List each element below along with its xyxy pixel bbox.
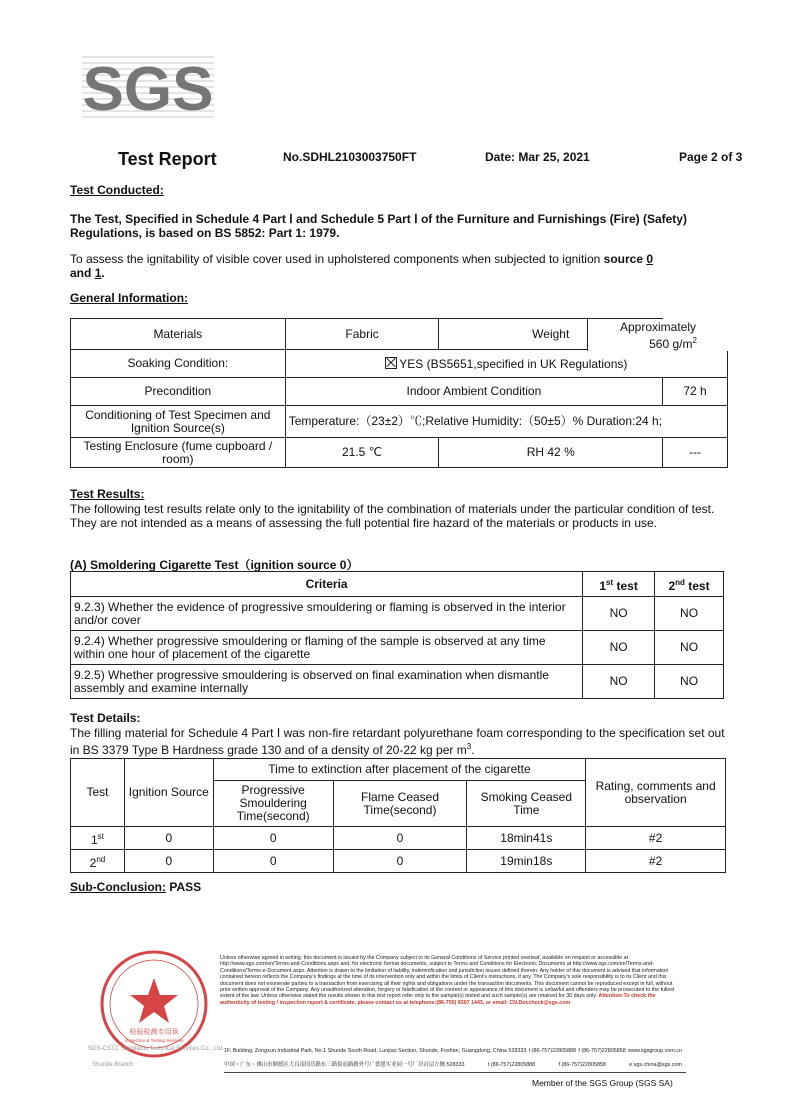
test2-header: 2nd test bbox=[655, 572, 724, 597]
soaking-value: YES (BS5651,specified in UK Regulations) bbox=[285, 350, 727, 378]
page-number: Page 2 of 3 bbox=[679, 150, 743, 164]
test-details-text: The filling material for Schedule 4 Part Ⅰ was non-fire retardant polyurethane foam corresponding to the specification set out in BS 3379 Type B Hardness grade 130 and of a density of 20-22 kg per $m^3$. bbox=[70, 726, 725, 757]
col-smoking: Smoking Ceased Time bbox=[467, 781, 586, 827]
company-seal bbox=[98, 948, 210, 1060]
col-progressive: Progressive Smouldering Time(second) bbox=[213, 781, 333, 827]
test-results-text: The following test results relate only to the ignitability of the combination of materials under the particular condition of test. They are not intended as a means of assessing the full potential fire hazard of the materials or products in use. bbox=[70, 502, 715, 530]
sgs-logo bbox=[78, 52, 218, 124]
test1-header: 1st test bbox=[583, 572, 655, 597]
soaking-label: Soaking Condition: bbox=[71, 350, 286, 378]
assess-text: To assess the ignitability of visible cover used in upholstered components when subjected to ignition source 0 and 1. bbox=[70, 252, 654, 280]
table-row: 9.2.4) Whether progressive smouldering or flaming of the sample is observed at any time within one hour of placement of the cigarette NO NO bbox=[71, 631, 724, 665]
svg-text:检验检测专用章: 检验检测专用章 bbox=[129, 1028, 179, 1036]
footer-divider bbox=[224, 1072, 686, 1073]
general-info-heading: General Information: bbox=[70, 291, 189, 305]
precondition-time: 72 h bbox=[663, 378, 728, 406]
test-details-table bbox=[70, 758, 726, 873]
footer-disclaimer: Unless otherwise agreed in writing, this document is issued by the Company subject to its General Conditions of Service printed overleaf, available on request or accessible at http://www.sgs.com/en/Terms-and-Conditions.aspx and, for electronic format documents, subject to Terms and Conditions for Electronic Documents at http://www.sgs.com/en/Terms-and-Conditions/Terms-e-Document.aspx. Attention is drawn to the limitation of liability, indemnification and jurisdiction issues defined therein. Any holder of this document is advised that information contained hereon reflects the Company's findings at the time of its intervention only and within the limits of Client's instructions, if any. The Company's sole responsibility is to its Client and this document does not exonerate parties to a transaction from exercising all their rights and obligations under the transaction documents. This document cannot be reproduced except in full, without prior written approval of the Company. Any unauthorized alteration, forgery or falsification of the content or appearance of this document is unlawful and offenders may be prosecuted to the fullest extent of the law. Unless otherwise stated the results shown in this test report refer only to the sample(s) tested and such sample(s) are retained for 30 days only. Attention:To check the authenticity of testing / inspection report & certificate, please contact us at telephone:(86-755) 8307 1443, or email: CN.Doccheck@sgs.com bbox=[220, 955, 675, 1006]
col-test: Test bbox=[71, 759, 125, 827]
table-row: 1st 0 0 0 18min41s #2 bbox=[71, 827, 726, 850]
test-details-heading: Test Details: bbox=[70, 711, 141, 725]
sub-conclusion: Sub-Conclusion: PASS bbox=[70, 880, 202, 894]
seal-company-name: SGS-CSTC Standards Technical Services Co., Ltd. bbox=[88, 1046, 224, 1052]
enclosure-temp: 21.5 ℃ bbox=[285, 438, 439, 468]
col-rating: Rating, comments and observation bbox=[586, 759, 726, 827]
report-title: Test Report bbox=[118, 149, 217, 169]
weight-label: Weight bbox=[439, 319, 663, 350]
svg-text:Inspection & Testing Services: Inspection & Testing Services bbox=[124, 1038, 184, 1043]
col-time-group: Time to extinction after placement of the cigarette bbox=[213, 759, 585, 781]
test-conducted-heading: Test Conducted: bbox=[70, 183, 164, 197]
precondition-value: Indoor Ambient Condition bbox=[285, 378, 662, 406]
test-results-heading: Test Results: bbox=[70, 487, 145, 501]
materials-value: Fabric bbox=[285, 319, 439, 350]
precondition-label: Precondition bbox=[71, 378, 286, 406]
smoldering-heading: (A) Smoldering Cigarette Test（ignition source 0） bbox=[70, 558, 359, 572]
enclosure-label: Testing Enclosure (fume cupboard / room) bbox=[71, 438, 286, 468]
conditioning-label: Conditioning of Test Specimen and Ignition Source(s) bbox=[71, 406, 286, 438]
table-row: 2nd 0 0 0 19min18s #2 bbox=[71, 850, 726, 873]
footer-addresses: 1F, Building, Zongxun Industrial Park, No.1 Shunde South Road, Lunjiao Section, Shunde, Foshan, Guangdong, China 528333 t (86-757)22805888 f (86-757)22805858 www.sgsgroup.com.cn 中国・广东・佛山市顺德区大良南国乐路东三路街前路路外号广德恩实业园一号厂房首层左侧 528333 t (86-757)22805888 f (86-757)22805858 e sgs.china@sgs.com bbox=[224, 1048, 682, 1068]
enclosure-extra: --- bbox=[663, 438, 728, 468]
checked-box-icon bbox=[385, 357, 397, 369]
report-number: No.SDHL2103003750FT bbox=[283, 150, 417, 164]
weight-value: Approximately 560 $g/m^2$ bbox=[587, 319, 728, 351]
member-text: Member of the SGS Group (SGS SA) bbox=[532, 1078, 673, 1088]
col-flame: Flame Ceased Time(second) bbox=[333, 781, 467, 827]
conditioning-value: Temperature:（23±2）℃;Relative Humidity:（50±5）% Duration:24 h; bbox=[285, 406, 727, 438]
table-row: 9.2.3) Whether the evidence of progressive smouldering or flaming is observed in the interior and/or cover NO NO bbox=[71, 597, 724, 631]
criteria-header: Criteria bbox=[71, 572, 583, 597]
materials-label: Materials bbox=[71, 319, 286, 350]
table-row: 9.2.5) Whether progressive smouldering is observed on final examination when dismantle assembly and examine internally NO NO bbox=[71, 665, 724, 699]
svg-text:SGS: SGS bbox=[82, 55, 214, 124]
enclosure-rh: RH 42 % bbox=[439, 438, 663, 468]
smoldering-table bbox=[70, 571, 724, 699]
col-ignition: Ignition Source bbox=[124, 759, 213, 827]
test-conducted-intro: The Test, Specified in Schedule 4 Part Ⅰ and Schedule 5 Part Ⅰ of the Furniture and Furnishings (Fire) (Safety) Regulations, is based on BS 5852: Part 1: 1979. bbox=[70, 212, 687, 240]
seal-branch: Shunde Branch bbox=[92, 1062, 134, 1068]
report-date: Date: Mar 25, 2021 bbox=[485, 150, 590, 164]
